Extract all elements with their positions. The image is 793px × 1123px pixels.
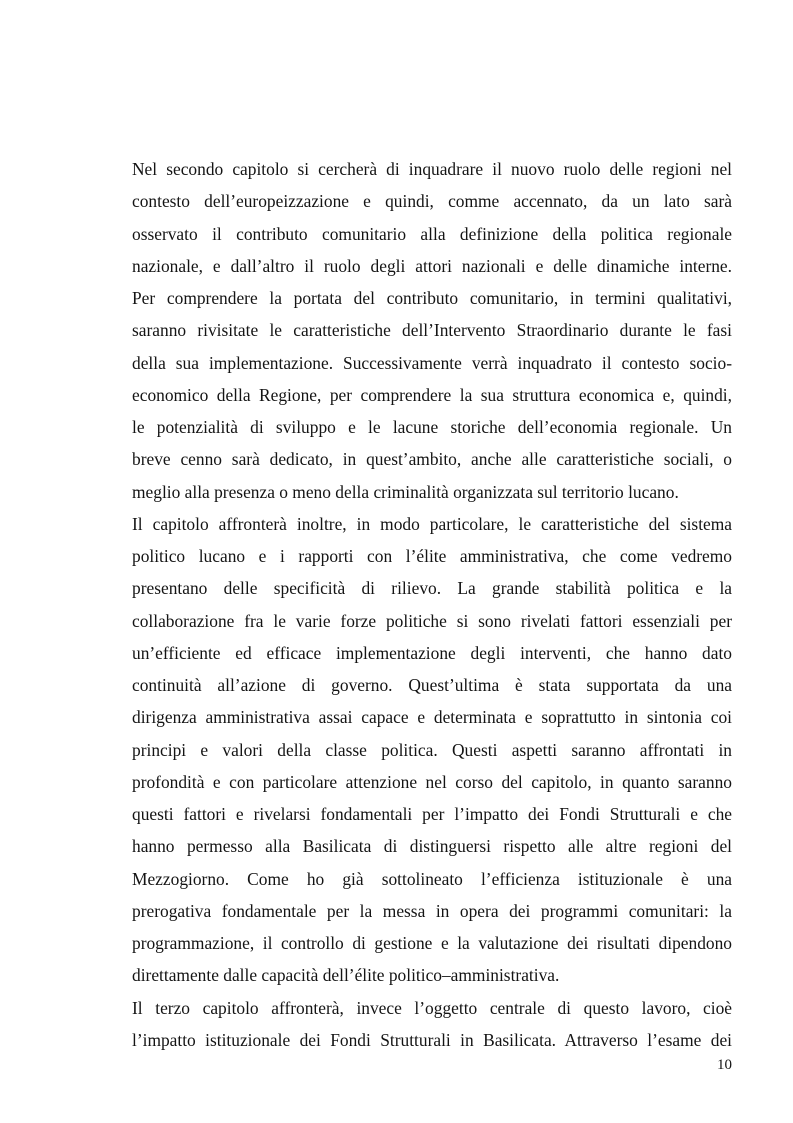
- text-line: programmazione, il controllo di gestione e la valutazione dei risultati dipendono: [132, 933, 732, 953]
- text-line: le potenzialità di sviluppo e le lacune storiche dell’economia regionale. Un: [132, 417, 732, 437]
- text-line: l’impatto istituzionale dei Fondi Strutturali in Basilicata. Attraverso l’esame dei: [132, 1029, 732, 1050]
- text-line: principi e valori della classe politica. Questi aspetti saranno affrontati in: [132, 739, 732, 760]
- paragraph-2: [132, 508, 732, 992]
- text-line: questi fattori e rivelarsi fondamentali per l’impatto dei Fondi Strutturali e che: [132, 804, 732, 824]
- text-line: osservato il contributo comunitario alla definizione della politica regionale: [132, 223, 732, 244]
- page-number: 10: [717, 1057, 732, 1073]
- text-line: breve cenno sarà dedicato, in quest’ambito, anche alle caratteristiche sociali, o: [132, 449, 732, 470]
- text-line: contesto dell’europeizzazione e quindi, comme accennato, da un lato sarà: [132, 191, 732, 212]
- text-line: politico lucano e i rapporti con l’élite amministrativa, che come vedremo: [132, 546, 732, 566]
- text-line: collaborazione fra le varie forze politiche si sono rivelati fattori essenziali per: [132, 610, 732, 631]
- text-line: un’efficiente ed efficace implementazione degli interventi, che hanno dato: [132, 642, 732, 663]
- paragraph-3: [132, 992, 732, 1057]
- text-line: continuità all’azione di governo. Quest’ultima è stata supportata da una: [132, 675, 732, 695]
- text-line: Per comprendere la portata del contributo comunitario, in termini qualitativi,: [132, 288, 732, 308]
- text-line: della sua implementazione. Successivamente verrà inquadrato il contesto socio-: [132, 352, 732, 373]
- text-line: nazionale, e dall’altro il ruolo degli attori nazionali e delle dinamiche interne.: [132, 255, 732, 276]
- text-line: meglio alla presenza o meno della criminalità organizzata sul territorio lucano.: [132, 481, 679, 502]
- paragraph-1: [132, 153, 732, 508]
- text-line: Mezzogiorno. Come ho già sottolineato l’efficienza istituzionale è una: [132, 868, 732, 889]
- text-line: dirigenza amministrativa assai capace e determinata e soprattutto in sintonia coi: [132, 707, 732, 728]
- text-line: economico della Regione, per comprendere la sua struttura economica e, quindi,: [132, 384, 732, 405]
- page-body: [132, 153, 732, 1056]
- text-line: direttamente dalle capacità dell’élite politico–amministrativa.: [132, 965, 560, 986]
- text-line: saranno rivisitate le caratteristiche dell’Intervento Straordinario durante le fasi: [132, 320, 732, 341]
- text-line: hanno permesso alla Basilicata di distinguersi rispetto alle altre regioni del: [132, 836, 732, 857]
- text-line: prerogativa fondamentale per la messa in opera dei programmi comunitari: la: [132, 900, 732, 921]
- text-line: Il terzo capitolo affronterà, invece l’oggetto centrale di questo lavoro, cioè: [132, 997, 732, 1018]
- text-line: presentano delle specificità di rilievo. La grande stabilità politica e la: [132, 578, 732, 599]
- text-line: profondità e con particolare attenzione nel corso del capitolo, in quanto saranno: [132, 771, 732, 792]
- text-line: Nel secondo capitolo si cercherà di inquadrare il nuovo ruolo delle regioni nel: [132, 159, 732, 179]
- text-line: Il capitolo affronterà inoltre, in modo particolare, le caratteristiche del sistema: [132, 513, 732, 534]
